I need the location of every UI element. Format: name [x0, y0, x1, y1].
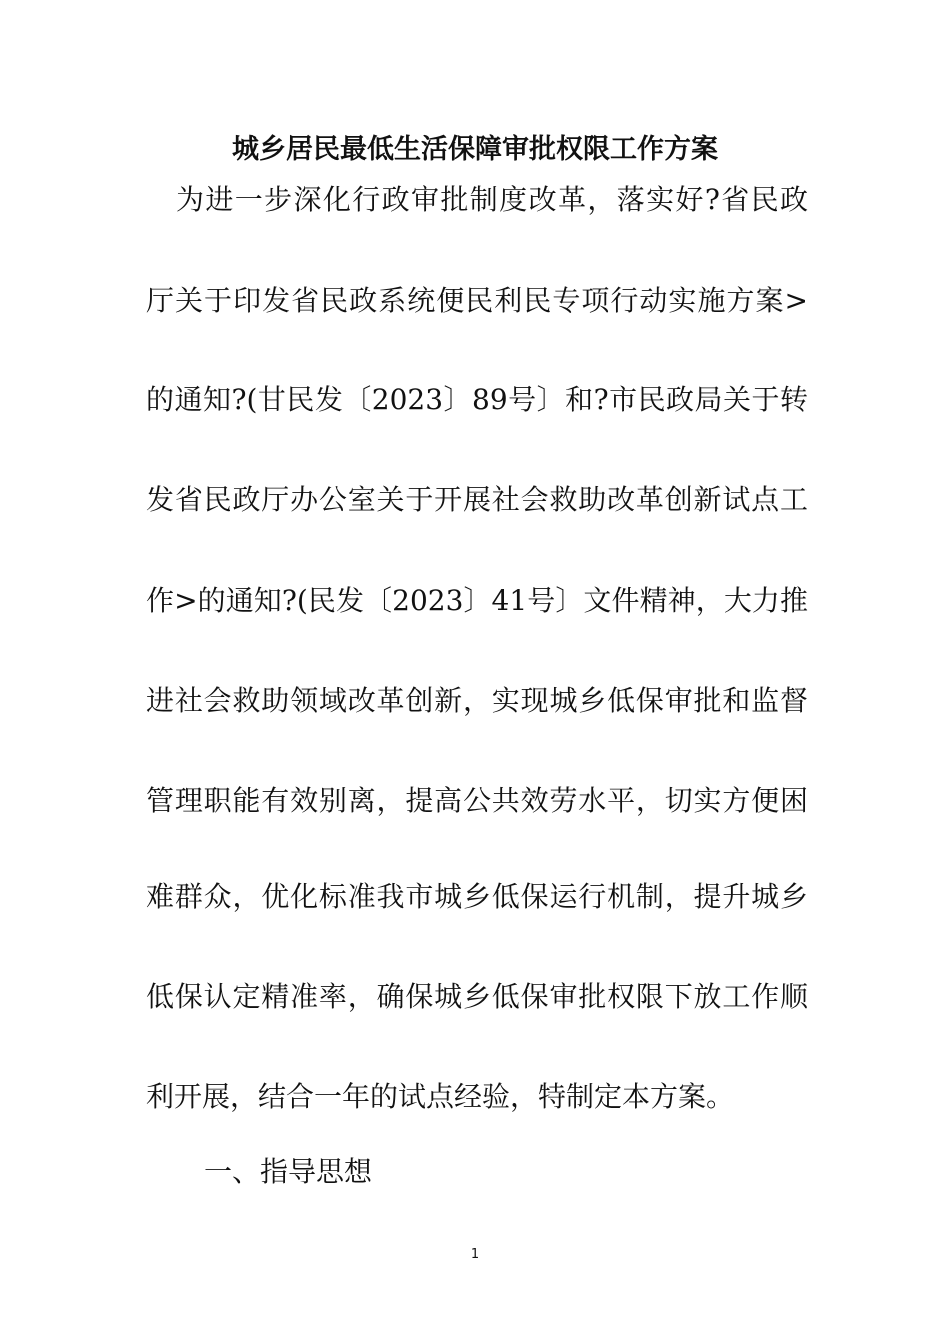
page-number: 1: [470, 1247, 480, 1262]
section-heading: 一、指导思想: [204, 1155, 373, 1188]
paragraph-line-5: 作>的通知?(民发〔2023〕41号〕文件精神，大力推: [146, 584, 808, 617]
paragraph-line-2: 厅关于印发省民政系统便民利民专项行动实施方案>: [146, 284, 808, 317]
paragraph-line-7: 管理职能有效别离，提高公共效劳水平，切实方便困: [146, 784, 808, 817]
paragraph-line-8: 难群众，优化标准我市城乡低保运行机制，提升城乡: [146, 880, 808, 913]
paragraph-line-4: 发省民政厅办公室关于开展社会救助改革创新试点工: [146, 483, 808, 516]
paragraph-line-6: 进社会救助领域改革创新，实现城乡低保审批和监督: [146, 684, 808, 717]
paragraph-line-10: 利开展，结合一年的试点经验，特制定本方案。: [146, 1080, 735, 1113]
paragraph-line-1: 为进一步深化行政审批制度改革，落实好?省民政: [176, 183, 808, 216]
paragraph-line-3: 的通知?(甘民发〔2023〕89号〕和?市民政局关于转: [146, 383, 808, 416]
paragraph-line-9: 低保认定精准率，确保城乡低保审批权限下放工作顺: [146, 980, 808, 1013]
document-title: 城乡居民最低生活保障审批权限工作方案: [232, 134, 718, 165]
